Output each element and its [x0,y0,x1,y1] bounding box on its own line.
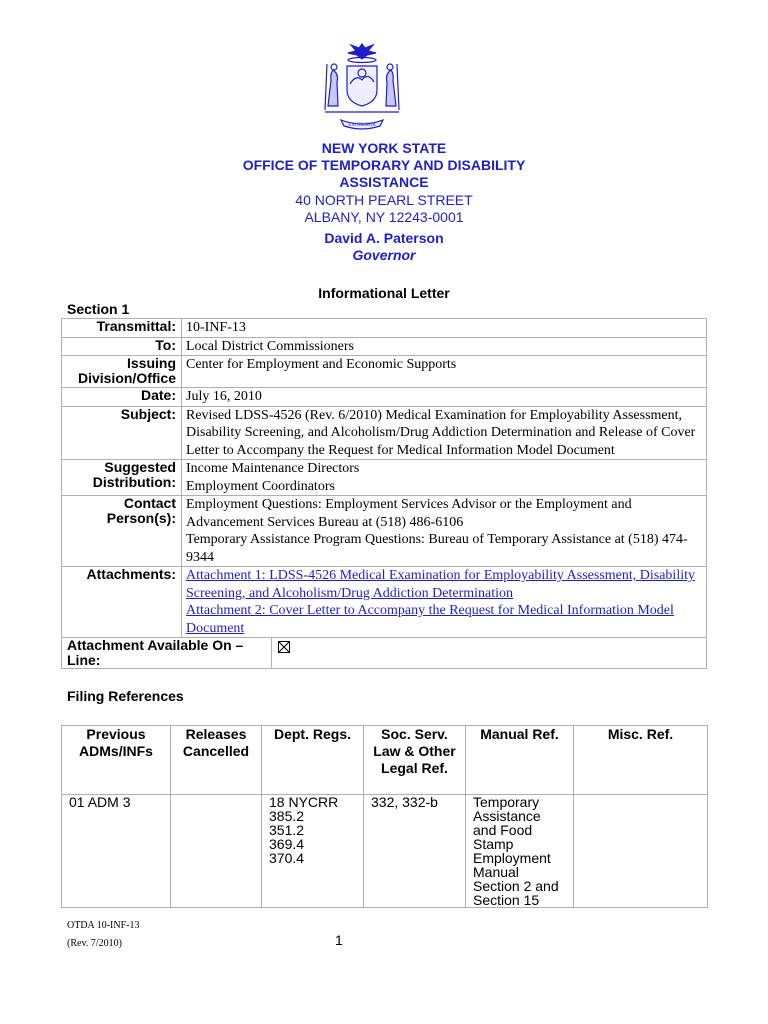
available-online-cell [62,638,707,669]
office-name-line2: ASSISTANCE [339,174,429,190]
transmittal-row [62,319,707,338]
cell-manual-ref: Temporary Assistance and Food Stamp Employment Manual Section 2 and Section 15 [466,795,574,908]
date-row [62,388,707,407]
cell-dept-regs: 18 NYCRR 385.2 351.2 369.4 370.4 [262,795,364,908]
issuing-label-line1: Issuing [126,355,176,371]
contact-value [182,496,707,567]
attachments-label: Attachments: [62,567,182,638]
filing-references-title: Filing References [67,688,184,704]
issuing-row [62,356,707,388]
distribution-label-line1: Suggested [104,459,176,475]
available-online-checkbox-icon[interactable] [278,641,290,653]
distribution-label [62,460,182,496]
issuing-value: Center for Employment and Economic Supports [182,356,707,388]
col-misc-ref: Misc. Ref. [574,726,708,795]
attachments-value [182,567,707,638]
subject-value: Revised LDSS-4526 (Rev. 6/2010) Medical Examination for Employability Assessment, Disability Screening, and Alcoholism/Drug Addiction Determination and Release of Cover Letter to Accompany the Request for Medical Information Model Document [182,406,707,460]
available-online-value [272,638,707,668]
available-online-inner [62,638,706,668]
issuing-label-line2: Division/Office [77,370,176,386]
contact-label-line2: Person(s): [106,510,176,526]
to-value: Local District Commissioners [182,337,707,356]
issuing-label [62,356,182,388]
letter-details-table [61,318,707,669]
city-address: ALBANY, NY 12243-0001 [304,209,464,225]
to-label: To: [62,337,182,356]
col-dept-regs: Dept. Regs. [262,726,364,795]
date-label: Date: [62,388,182,407]
office-name-line1: OFFICE OF TEMPORARY AND DISABILITY [242,157,526,173]
subject-row [62,406,707,460]
distribution-label-line2: Distribution: [92,474,176,490]
date-value: July 16, 2010 [182,388,707,407]
attachment-2-link[interactable]: Attachment 2: Cover Letter to Accompany the Request for Medical Information Model Document [186,603,674,636]
col-soc-serv-law: Soc. Serv. Law & Other Legal Ref. [364,726,466,795]
cell-previous-adms: 01 ADM 3 [62,795,171,908]
to-row [62,337,707,356]
distribution-value-line1: Income Maintenance Directors [186,461,360,476]
cell-releases-cancelled [171,795,262,908]
new-york-state-seal [315,40,409,136]
page-number: 1 [335,932,343,948]
distribution-value-line2: Employment Coordinators [186,478,335,494]
available-online-label: Attachment Available On – Line: [62,638,272,668]
contact-row [62,496,707,567]
filing-header-row [62,726,708,795]
available-online-row [62,638,707,669]
distribution-value [182,460,707,496]
attachment-1-link[interactable]: Attachment 1: LDSS-4526 Medical Examination for Employability Assessment, Disability Screening, and Alcoholism/Drug Addiction Determination [186,568,695,601]
transmittal-label: Transmittal: [62,319,182,338]
street-address: 40 NORTH PEARL STREET [295,192,473,208]
col-previous-adms: Previous ADMs/INFs [62,726,171,795]
filing-references-table [61,725,708,908]
subject-label: Subject: [62,406,182,460]
governor-name: David A. Paterson [324,230,444,246]
footer-revision: (Rev. 7/2010) [67,938,122,949]
section-label: Section 1 [67,301,130,317]
col-manual-ref: Manual Ref. [466,726,574,795]
contact-label-line1: Contact [123,495,176,511]
attachments-row [62,567,707,638]
contact-ta-questions: Temporary Assistance Program Questions: Bureau of Temporary Assistance at (518) 474-9344 [186,532,688,565]
contact-employment-questions: Employment Questions: Employment Services Advisor or the Employment and Advancement Services Bureau at (518) 486-6106 [186,497,632,530]
cell-misc-ref [574,795,708,908]
cell-soc-serv-law: 332, 332-b [364,795,466,908]
seal-motto: EXCELSIOR [348,123,376,128]
contact-label [62,496,182,567]
letter-type-title: Informational Letter [318,285,450,301]
state-name: NEW YORK STATE [321,140,447,156]
transmittal-value: 10-INF-13 [182,319,707,338]
distribution-row [62,460,707,496]
footer-form-id: OTDA 10-INF-13 [67,920,140,931]
table-row [62,795,708,908]
governor-title: Governor [352,247,416,263]
col-releases-cancelled: Releases Cancelled [171,726,262,795]
